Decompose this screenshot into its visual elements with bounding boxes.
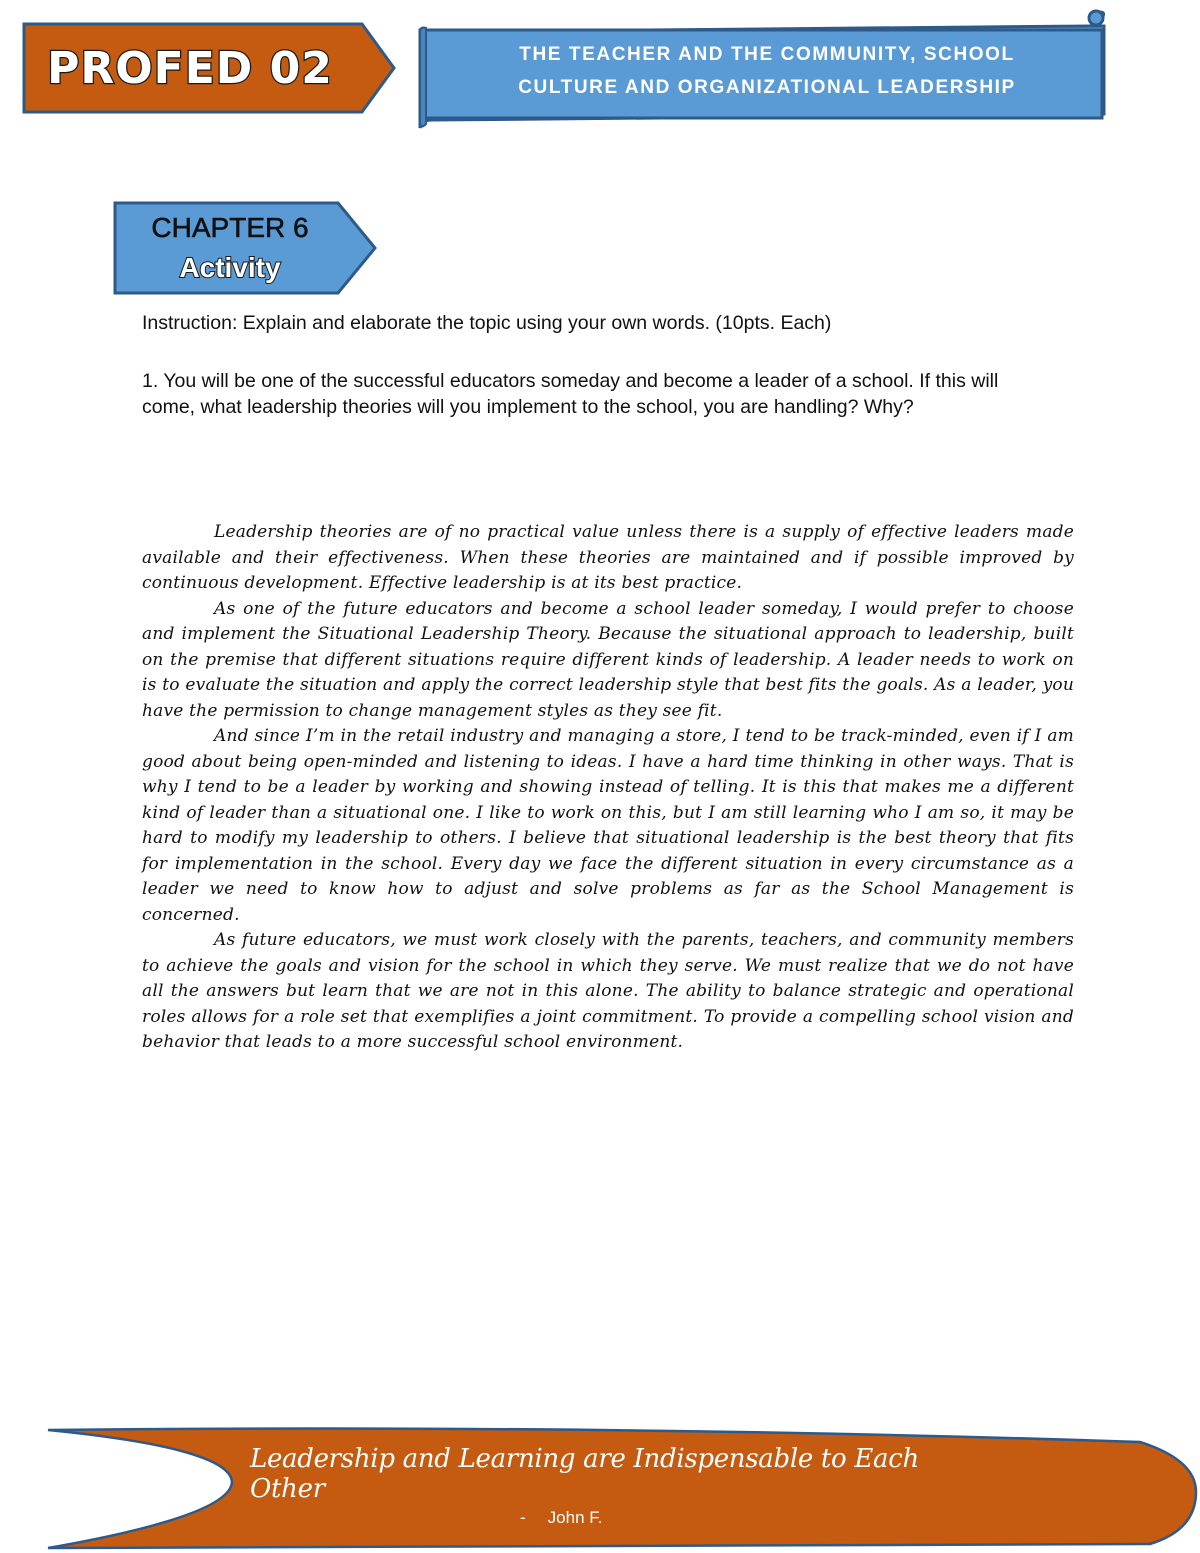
footer-motto: Leadership and Learning are Indispensable to Each Other <box>250 1444 919 1504</box>
course-title-line1: THE TEACHER AND THE COMMUNITY, SCHOOL <box>519 44 1015 65</box>
course-title-line2: CULTURE AND ORGANIZATIONAL LEADERSHIP <box>518 77 1016 98</box>
footer-banner <box>0 1420 1200 1553</box>
answer-paragraph: Leadership theories are of no practical value unless there is a supply of effective leaders made available and their effectiveness. When these theories are maintained and if possible improved by continuous development. Effective leadership is at its best practice. <box>142 522 1074 593</box>
instruction-text: Instruction: Explain and elaborate the topic using your own words. (10pts. Each) <box>142 312 832 334</box>
question-text: 1. You will be one of the successful educators someday and become a leader of a school. If this will come, what leadership theories will you implement to the school, you are handling? Why? <box>142 370 999 418</box>
chapter-title: CHAPTER 6 <box>151 212 309 243</box>
answer-paragraph: As one of the future educators and become a school leader someday, I would prefer to choose and implement the Situational Leadership Theory. Because the situational approach to leadership, built on the premise that different situations require different kinds of leadership. A leader needs to work on is to evaluate the situation and apply the correct leadership style that best fits the goals. As a leader, you have the permission to change management styles as they see fit. <box>142 598 1074 721</box>
author-dash: - <box>520 1508 526 1527</box>
course-code-badge <box>20 20 400 116</box>
answer-paragraph: And since I’m in the retail industry and managing a store, I tend to be track-minded, even if I am good about being open-minded and listening to ideas. I have a hard time thinking in other ways. That is why I tend to be a leader by working and showing instead of telling. It is this that makes me a different kind of leader than a situational one. I like to work on this, but I am still learning who I am so, it may be hard to modify my leadership to others. I believe that situational leadership is the best theory that fits for implementation in the school. Every day we face the different situation in every circumstance as a leader we need to know how to adjust and solve problems as far as the School Management is concerned. <box>142 726 1074 925</box>
course-title-banner <box>412 6 1112 136</box>
course-code: PROFED 02 <box>47 42 333 94</box>
answer-body <box>142 520 1074 1056</box>
chapter-subtitle: Activity <box>179 252 281 283</box>
footer-author <box>520 1508 602 1528</box>
chapter-badge <box>112 200 380 296</box>
answer-paragraph: As future educators, we must work closely with the parents, teachers, and community members to achieve the goals and vision for the school in which they serve. We must realize that we do not have all the answers but learn that we are not in this alone. The ability to balance strategic and operational roles allows for a role set that exemplifies a joint commitment. To provide a compelling school vision and behavior that leads to a more successful school environment. <box>142 930 1074 1052</box>
author-name: John F. <box>547 1508 603 1527</box>
course-title <box>442 38 1092 104</box>
